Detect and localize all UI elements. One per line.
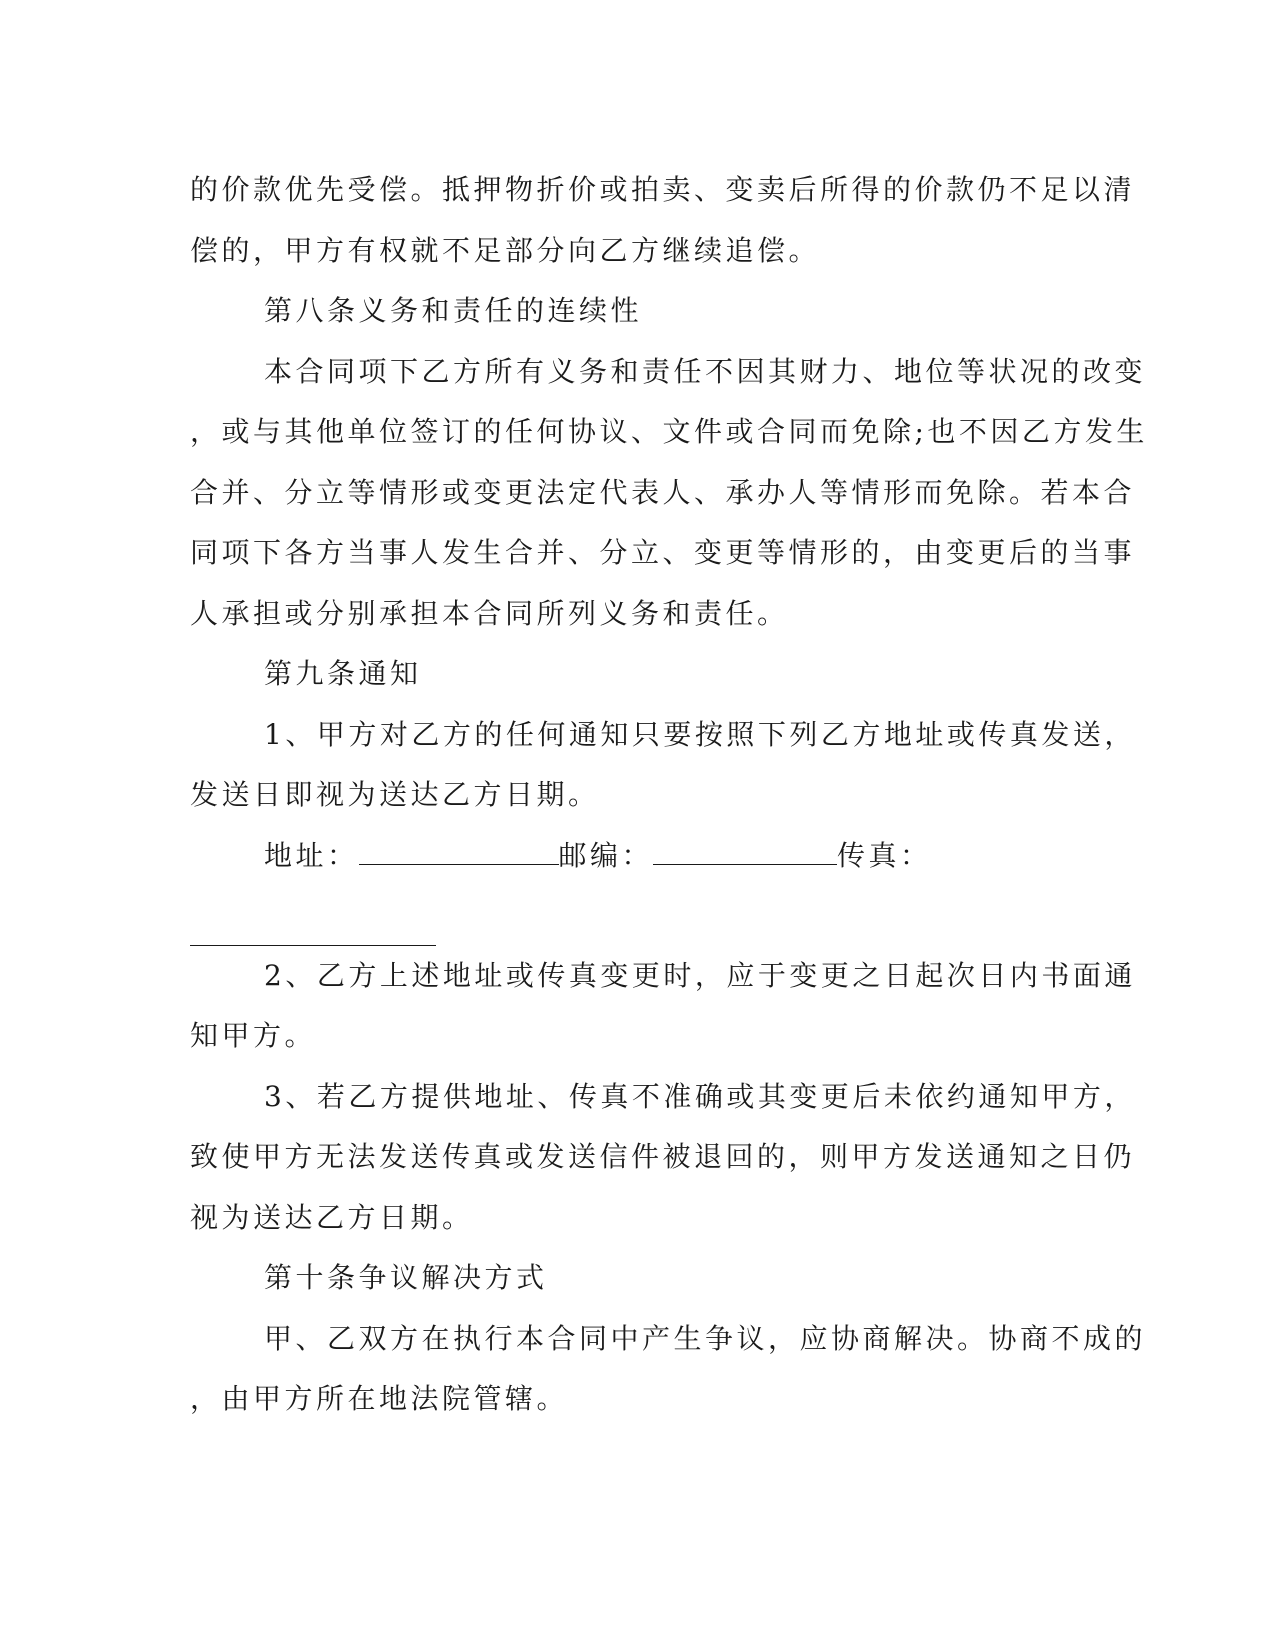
postcode-label: 邮编：	[558, 839, 654, 872]
paragraph-line: 发送日即视为送达乙方日期。	[190, 778, 600, 811]
address-blank	[359, 838, 559, 865]
postcode-blank	[653, 838, 837, 865]
fax-blank	[190, 945, 436, 946]
paragraph-line: 偿的，甲方有权就不足部分向乙方继续追偿。	[190, 234, 821, 267]
article-heading: 第八条义务和责任的连续性	[264, 294, 643, 327]
paragraph-line: 合并、分立等情形或变更法定代表人、承办人等情形而免除。若本合	[190, 476, 1136, 509]
paragraph-line: 的价款优先受偿。抵押物折价或拍卖、变卖后所得的价款仍不足以清	[190, 173, 1136, 206]
paragraph-line: 视为送达乙方日期。	[190, 1201, 474, 1234]
address-label: 地址：	[264, 839, 359, 872]
fax-label: 传真：	[837, 839, 932, 872]
paragraph-line: 甲、乙双方在执行本合同中产生争议，应协商解决。协商不成的	[264, 1322, 1147, 1355]
contact-fields-line	[264, 836, 932, 876]
article-heading: 第九条通知	[264, 657, 422, 690]
paragraph-line: 知甲方。	[190, 1019, 317, 1052]
paragraph-line: 同项下各方当事人发生合并、分立、变更等情形的，由变更后的当事	[190, 536, 1136, 569]
paragraph-line: 本合同项下乙方所有义务和责任不因其财力、地位等状况的改变	[264, 355, 1147, 388]
paragraph-line: ，或与其他单位签订的任何协议、文件或合同而免除;也不因乙方发生	[190, 415, 1148, 448]
paragraph-line: 致使甲方无法发送传真或发送信件被退回的，则甲方发送通知之日仍	[190, 1140, 1136, 1173]
paragraph-line: 人承担或分别承担本合同所列义务和责任。	[190, 597, 789, 630]
paragraph-line: 1、甲方对乙方的任何通知只要按照下列乙方地址或传真发送，	[264, 718, 1136, 751]
article-heading: 第十条争议解决方式	[264, 1261, 548, 1294]
paragraph-line: 2、乙方上述地址或传真变更时，应于变更之日起次日内书面通	[264, 959, 1136, 992]
paragraph-line: 3、若乙方提供地址、传真不准确或其变更后未依约通知甲方，	[264, 1080, 1136, 1113]
paragraph-line: ，由甲方所在地法院管辖。	[190, 1382, 569, 1415]
